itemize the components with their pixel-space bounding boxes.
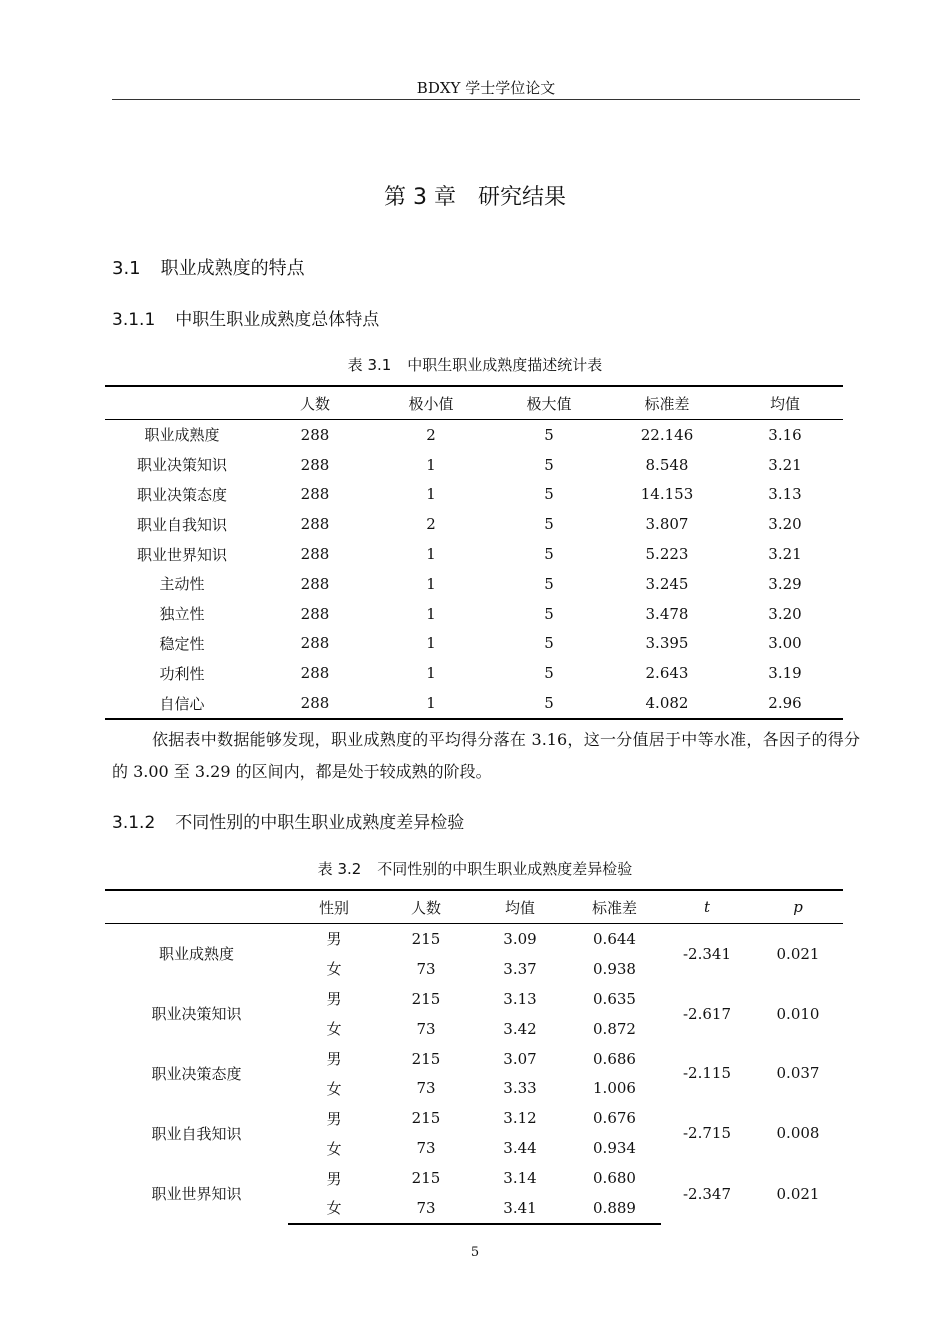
table1-cell: 职业自我知识 — [136, 515, 227, 534]
table2-cell: 女 — [326, 1079, 342, 1098]
table1-cell: 3.478 — [645, 604, 689, 623]
table-row — [105, 658, 843, 688]
table2-variable-cell: 职业决策态度 — [151, 1064, 242, 1083]
table2-p-value: 0.037 — [776, 1064, 820, 1083]
table2-t-value: -2.715 — [682, 1124, 731, 1143]
table1-cell: 2.643 — [645, 664, 689, 683]
table1-cell: 5 — [544, 425, 554, 444]
table1-header-cell: 极小值 — [371, 386, 491, 420]
subsection-title: 中职生职业成熟度总体特点 — [175, 310, 380, 330]
table1-cell: 2 — [426, 425, 436, 444]
table1-cell: 2 — [426, 515, 436, 534]
table2-cell: 男 — [326, 1050, 342, 1068]
section-number: 3.1 — [112, 258, 141, 279]
table2-caption-number: 表 3.2 — [317, 860, 362, 878]
table2-cell: 215 — [411, 1109, 441, 1128]
table2-cell: 男 — [326, 1169, 342, 1188]
table2-t-value: -2.115 — [682, 1064, 731, 1083]
table1-cell: 1 — [426, 455, 436, 474]
running-header: BDXY 学士学位论文 — [416, 79, 556, 97]
table1-cell: 4.082 — [645, 694, 689, 713]
table-row — [105, 480, 843, 510]
table-row — [105, 450, 843, 480]
table1-cell: 5 — [544, 515, 554, 534]
table1-cell: 主动性 — [159, 575, 205, 594]
table-row — [105, 688, 843, 719]
table2-variable-cell: 职业决策知识 — [151, 1005, 242, 1024]
table1-header-cell: 人数 — [259, 386, 371, 420]
table2-cell: 0.872 — [593, 1019, 636, 1038]
table1-header-cell: 均值 — [727, 386, 843, 420]
table2-cell: 73 — [416, 1019, 436, 1038]
table2-cell: 3.33 — [503, 1079, 537, 1098]
table2-cell: 男 — [326, 1109, 342, 1128]
table1-cell: 5.223 — [645, 545, 689, 564]
table1-cell: 5 — [544, 604, 554, 623]
body-paragraph: 依据表中数据能够发现，职业成熟度的平均得分落在 3.16，这一分值居于中等水准，各因子的得分的 3.00 至 3.29 的区间内，都是处于较成熟的阶段。 — [112, 730, 860, 781]
table1-cell: 288 — [300, 455, 330, 474]
table-row — [105, 1163, 843, 1193]
table2-cell: 215 — [411, 1169, 441, 1188]
table1-cell: 3.20 — [768, 515, 802, 534]
table1-header-cell — [105, 386, 259, 420]
table1-cell: 3.19 — [768, 664, 802, 683]
table2-cell: 215 — [411, 929, 441, 948]
table1-cell: 职业成熟度 — [144, 426, 220, 445]
table2-header-cell: 标准差 — [568, 890, 661, 924]
table2-t-value: -2.617 — [682, 1004, 731, 1023]
table2-cell: 73 — [416, 1139, 436, 1158]
table2-header-stat-symbol: t — [703, 898, 711, 916]
table1-cell: 22.146 — [640, 425, 694, 444]
subsection-heading-2 — [112, 808, 464, 833]
table2-t-value: -2.341 — [682, 944, 731, 963]
table2-cell: 0.686 — [593, 1049, 636, 1068]
table2-p-value: 0.008 — [776, 1124, 820, 1143]
table1-cell: 288 — [300, 545, 330, 564]
table2-cell: 0.635 — [593, 989, 636, 1008]
subsection-number: 3.1.1 — [112, 310, 156, 330]
table1-cell: 3.245 — [645, 574, 689, 593]
table2-cell: 73 — [416, 1079, 436, 1098]
table2-cell: 215 — [411, 1049, 441, 1068]
table-row — [105, 1044, 843, 1074]
table2-cell: 0.934 — [593, 1139, 636, 1158]
table2-caption — [0, 858, 950, 879]
table2-cell: 0.889 — [568, 1193, 661, 1224]
table1-cell: 288 — [300, 664, 330, 683]
table2-cell: 3.37 — [503, 959, 537, 978]
table2-cell: 0.676 — [593, 1109, 636, 1128]
table1-cell: 职业世界知识 — [136, 545, 227, 564]
table2-cell: 73 — [416, 959, 436, 978]
table1-cell: 独立性 — [159, 605, 205, 624]
table2-cell: 男 — [326, 930, 342, 949]
table2-p-value: 0.021 — [776, 944, 820, 963]
table1-cell: 3.29 — [768, 574, 802, 593]
table2-cell: 73 — [380, 1193, 472, 1224]
table1-cell: 5 — [544, 664, 554, 683]
table2-header-cell: 性别 — [288, 890, 380, 924]
table2-cell: 3.09 — [503, 929, 537, 948]
table1-cell: 1 — [426, 634, 436, 653]
table2-cell: 215 — [411, 989, 441, 1008]
table1-cell: 1 — [426, 604, 436, 623]
table1-cell: 3.21 — [768, 545, 802, 564]
table2-cell: 女 — [326, 1139, 342, 1158]
table2-cell: 1.006 — [593, 1079, 636, 1098]
table2-cell: 女 — [326, 1020, 342, 1039]
table-row — [105, 539, 843, 569]
table1-cell: 14.153 — [640, 485, 694, 504]
table-row — [105, 420, 843, 450]
table-row — [105, 599, 843, 629]
table1-cell: 8.548 — [645, 455, 689, 474]
table2-cell: 男 — [326, 990, 342, 1009]
table1-cell: 职业决策态度 — [136, 485, 227, 504]
table2-cell: 3.44 — [503, 1139, 537, 1158]
table1-header-row — [105, 386, 843, 420]
table1-cell: 288 — [300, 485, 330, 504]
table2-t-value: -2.347 — [682, 1184, 731, 1203]
table1-cell: 自信心 — [159, 694, 205, 713]
table1-cell: 3.807 — [645, 515, 689, 534]
section-title: 职业成熟度的特点 — [160, 258, 305, 279]
table2-cell: 0.938 — [593, 959, 636, 978]
page-number: 5 — [470, 1245, 480, 1260]
table2-p-value: 0.021 — [776, 1184, 820, 1203]
table1-cell: 1 — [426, 574, 436, 593]
table2-header-cell: 均值 — [472, 890, 568, 924]
table-row — [105, 509, 843, 539]
gender-difference-table — [105, 889, 843, 1225]
table2-variable-cell: 职业成熟度 — [158, 945, 234, 964]
table1-cell: 3.00 — [768, 634, 802, 653]
table1-cell: 288 — [300, 425, 330, 444]
table2-cell: 女 — [326, 960, 342, 979]
table1-cell: 1 — [426, 694, 436, 713]
table1-cell: 5 — [544, 634, 554, 653]
table-row — [105, 984, 843, 1014]
table-row — [105, 629, 843, 659]
table-row — [105, 569, 843, 599]
table1-caption-title: 中职生职业成熟度描述统计表 — [407, 356, 603, 374]
table2-caption-title: 不同性别的中职生职业成熟度差异检验 — [377, 860, 633, 878]
table-row — [105, 924, 843, 954]
table1-cell: 288 — [300, 515, 330, 534]
table1-cell: 2.96 — [768, 694, 802, 713]
table1-cell: 3.21 — [768, 455, 802, 474]
table1-cell: 5 — [544, 485, 554, 504]
table2-cell: 3.07 — [503, 1049, 537, 1068]
table1-caption-number: 表 3.1 — [347, 356, 392, 374]
table2-cell: 0.680 — [593, 1169, 636, 1188]
table2-cell: 3.42 — [503, 1019, 537, 1038]
chapter-title: 第 3 章 研究结果 — [384, 185, 566, 210]
subsection-heading-1 — [112, 305, 379, 330]
table1-cell: 3.20 — [768, 604, 802, 623]
header-rule — [112, 99, 860, 100]
table1-cell: 5 — [544, 545, 554, 564]
descriptive-stats-table — [105, 385, 843, 720]
table1-header-cell: 标准差 — [607, 386, 727, 420]
table1-cell: 稳定性 — [159, 634, 205, 653]
subsection-number: 3.1.2 — [112, 813, 156, 833]
table2-variable-cell: 职业自我知识 — [151, 1124, 242, 1143]
section-heading — [112, 254, 305, 280]
table2-header-row — [105, 890, 843, 924]
table1-cell: 288 — [300, 634, 330, 653]
table1-cell: 288 — [300, 694, 330, 713]
table2-cell: 0.644 — [593, 929, 636, 948]
table2-variable-cell: 职业世界知识 — [151, 1185, 242, 1204]
table1-cell: 3.16 — [768, 425, 802, 444]
table2-header-cell — [661, 890, 753, 924]
table1-header-cell: 极大值 — [491, 386, 607, 420]
table1-cell: 职业决策知识 — [136, 456, 227, 475]
table1-cell: 5 — [544, 455, 554, 474]
table1-cell: 1 — [426, 664, 436, 683]
table-row — [105, 1103, 843, 1133]
table2-cell: 3.13 — [503, 989, 537, 1008]
table2-header-cell — [753, 890, 843, 924]
table2-cell: 3.12 — [503, 1109, 537, 1128]
table1-cell: 3.395 — [645, 634, 689, 653]
table2-header-stat-symbol: p — [793, 898, 803, 916]
table2-header-cell — [105, 890, 288, 924]
table2-header-cell: 人数 — [380, 890, 472, 924]
table1-cell: 功利性 — [159, 664, 205, 683]
table1-cell: 1 — [426, 545, 436, 564]
subsection-title: 不同性别的中职生职业成熟度差异检验 — [175, 813, 465, 833]
table2-p-value: 0.010 — [776, 1004, 820, 1023]
table1-cell: 5 — [544, 574, 554, 593]
table1-cell: 288 — [300, 574, 330, 593]
table1-caption — [0, 354, 950, 375]
table2-cell: 3.41 — [472, 1193, 568, 1224]
table1-cell: 288 — [300, 604, 330, 623]
table1-cell: 3.13 — [768, 485, 802, 504]
table2-cell: 3.14 — [503, 1169, 537, 1188]
table1-cell: 1 — [426, 485, 436, 504]
table2-cell: 女 — [288, 1193, 380, 1224]
table1-cell: 5 — [544, 694, 554, 713]
